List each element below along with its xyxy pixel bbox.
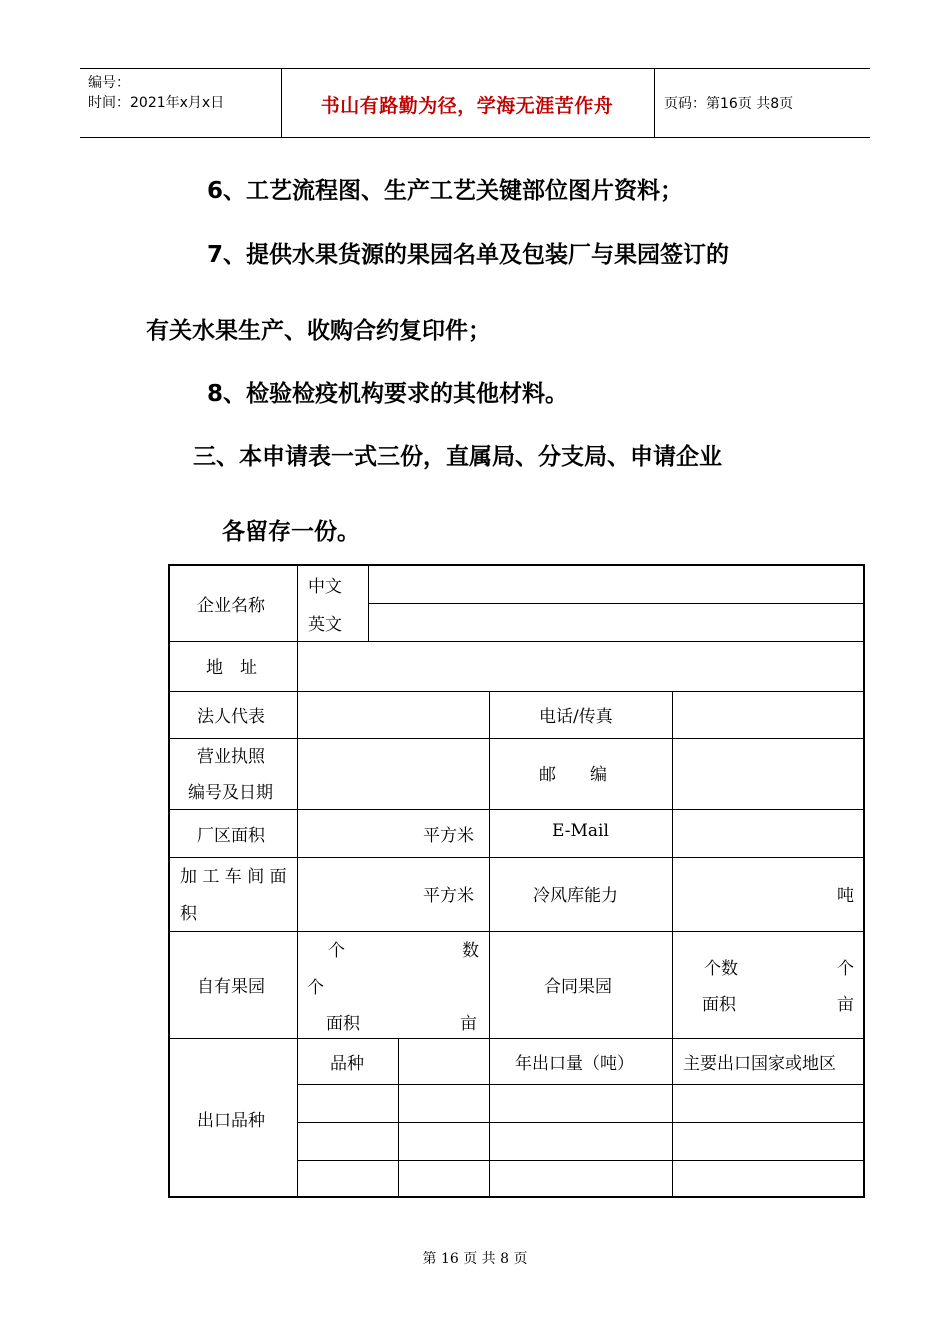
label-legal-rep: 法人代表: [197, 707, 265, 727]
header-motto: 书山有路勤为径，学海无涯苦作舟: [320, 95, 614, 117]
col-divider: [297, 566, 298, 1198]
unit-ton: 吨: [837, 886, 854, 906]
own-orchard-shu: 数: [462, 941, 479, 961]
label-license-line2: 编号及日期: [188, 783, 273, 803]
label-workshop-line2: 积: [180, 904, 197, 924]
header-meta: [88, 73, 224, 113]
col-divider: [398, 1038, 399, 1198]
label-email: E-Mail: [552, 821, 609, 841]
application-form-table: [168, 564, 865, 1198]
label-own-orchard: 自有果园: [197, 977, 265, 997]
label-address: 地 址: [206, 658, 257, 678]
label-phone-fax: 电话/传真: [539, 707, 613, 727]
label-english: 英文: [308, 615, 342, 635]
label-plant-area: 厂区面积: [197, 826, 265, 846]
col-divider: [368, 566, 369, 641]
paragraph-section-3: 三、本申请表一式三份，直属局、分支局、申请企业: [193, 444, 722, 470]
col-annual-export: 年出口量（吨）: [515, 1054, 634, 1074]
contract-orchard-ge: 个: [837, 959, 854, 979]
row-divider: [297, 1084, 865, 1085]
contract-orchard-count: 个数: [704, 959, 738, 979]
unit-sqm: 平方米: [423, 826, 474, 846]
number-label: 编号：: [88, 75, 130, 91]
col-divider: [489, 691, 490, 1038]
unit-sqm-2: 平方米: [423, 886, 474, 906]
label-contract-orchard: 合同果园: [544, 977, 612, 997]
row-divider: [170, 809, 865, 810]
header-divider: [654, 69, 655, 137]
row-divider: [170, 641, 865, 642]
paragraph-7: 7、提供水果货源的果园名单及包装厂与果园签订的: [207, 242, 730, 268]
page-header: [80, 68, 870, 138]
paragraph-section-3-cont: 各留存一份。: [222, 519, 360, 545]
row-divider: [297, 1122, 865, 1123]
col-main-countries: 主要出口国家或地区: [683, 1054, 836, 1074]
row-divider: [297, 1160, 865, 1161]
label-chinese: 中文: [308, 577, 342, 597]
row-divider: [170, 857, 865, 858]
label-export-variety: 出口品种: [197, 1111, 265, 1131]
contract-orchard-mu: 亩: [837, 995, 854, 1015]
row-divider: [170, 691, 865, 692]
row-divider: [170, 931, 865, 932]
paragraph-8: 8、检验检疫机构要求的其他材料。: [207, 381, 569, 407]
contract-orchard-area: 面积: [702, 995, 736, 1015]
col-variety: 品种: [330, 1054, 364, 1074]
header-page-info: 页码：第16页 共8页: [664, 96, 794, 112]
label-workshop-line1: 加 工 车 间 面: [180, 867, 287, 887]
label-company-name: 企业名称: [197, 596, 265, 616]
label-postcode: 邮 编: [539, 765, 607, 785]
own-orchard-ge-2: 个: [307, 978, 324, 998]
page-footer: 第 16 页 共 8 页: [422, 1251, 528, 1267]
label-cold-storage: 冷风库能力: [533, 886, 618, 906]
own-orchard-area: 面积: [326, 1014, 360, 1034]
paragraph-6: 6、工艺流程图、生产工艺关键部位图片资料；: [207, 178, 684, 204]
row-divider: [170, 738, 865, 739]
row-divider: [170, 1038, 865, 1039]
own-orchard-ge: 个: [328, 941, 345, 961]
col-divider: [672, 1038, 673, 1198]
row-divider: [368, 603, 865, 604]
paragraph-7-cont: 有关水果生产、收购合约复印件；: [146, 318, 491, 344]
label-license-line1: 营业执照: [197, 747, 265, 767]
col-divider: [672, 691, 673, 1038]
own-orchard-mu: 亩: [460, 1014, 477, 1034]
time-label: 时间：2021年x月x日: [88, 95, 225, 111]
col-divider: [489, 1038, 490, 1198]
